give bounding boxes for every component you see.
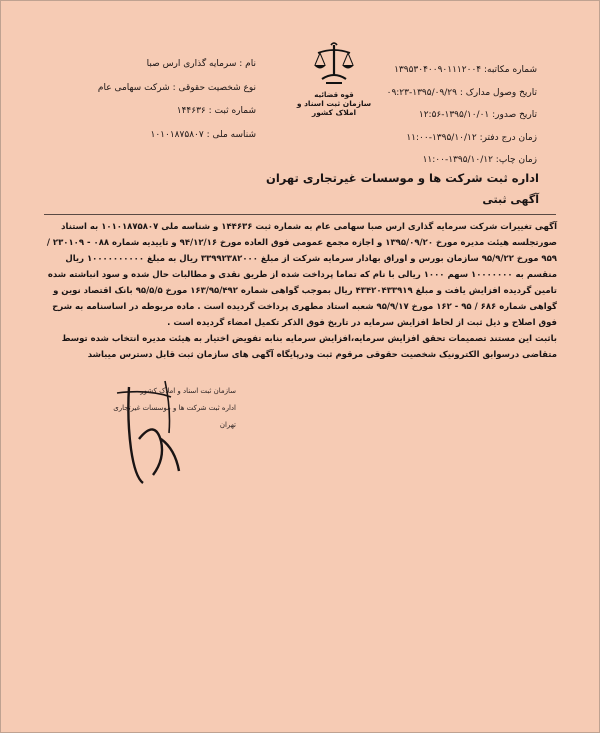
signature-org: سازمان ثبت اسناد و املاک کشور [140,387,236,395]
registration-number: شماره ثبت : ۱۴۴۶۳۶ [176,106,256,116]
signature-block [101,383,236,434]
issue-date: تاریخ صدور: ۱۳۹۵/۱۰/۰۱-۱۲:۵۶ [418,110,537,120]
legal-entity-type: نوع شخصیت حقوقی : شرکت سهامی عام [97,82,256,93]
judiciary-label: قوه قضائیه [314,91,354,99]
doc-received-date: تاریخ وصول مدارک : ۱۳۹۵/۰۹/۲۹-۰۹:۲۳ [386,87,537,98]
company-info [81,53,256,147]
company-name: نام : سرمایه گذاری ارس صبا [146,59,256,69]
notice-paragraph-closing: باثبت این مستند تصمیمات تحقق افزایش سرمایه،افزایش سرمایه بنابه تفویض اختیار به هیئت مدیره انتخاب شده توسط متقاضی درسوابق الکترونیک شخصیت حقوقی مرقوم ثبت ودرپایگاه آگهی های سازمان ثبت قابل دسترس میباشد [61,334,557,360]
signature-office: اداره ثبت شرکت ها و موسسات غیرتجاری تهران [113,404,236,429]
ad-type: آگهی ثبتی [482,193,539,206]
national-id: شناسه ملی : ۱۰۱۰۱۸۷۵۸۰۷ [150,129,256,140]
notice-paragraph-main: آگهی تغییرات شرکت سرمایه گذاری ارس صبا سهامی عام به شماره ثبت ۱۴۴۶۳۶ و شناسه ملی ۱۰۱۰۱۸۷۵۸۰۷ به استناد صورتجلسه هیئت مدیره مورخ ۱۳۹۵/۰۹/۲۰ و اجازه مجمع عمومی فوق العاده مورخ ۹۴/۱۲/۱۶ و تاییدیه شماره ۰۸۸ - ۲۳۰۱۰۹ / ۹۵۹ مورخ ۹۵/۹/۲۲ سازمان بورس و اوراق بهادار سرمایه شرکت از مبلغ ۳۳۹۹۲۳۸۲۰۰۰ ریال به مبلغ ۱۰۰۰۰۰۰۰۰۰۰ ریال منقسم به ۱۰۰۰۰۰۰۰ سهم ۱۰۰۰ ریالی با نام که تماما پرداخت شده از طریق نقدی و مطالبات حال شده و سود انباشته شده تامین گردیده افزایش یافت و مبلغ ۴۳۴۲۰۴۳۳۹۱۹ ریال بموجب گواهی شماره ۱۶۳/۹۵/۴۹۲ مورخ ۹۵/۵/۵ بانک اقتصاد نوین و گواهی شماره ۶۸۶ / ۹۵ - ۱۶۲ مورخ ۹۵/۹/۱۷ شعبه استاد مطهری پرداخت گردیده است . ماده مربوطه در اساسنامه به شرح فوق اصلاح و ذیل ثبت از لحاظ افزایش سرمایه در تاریخ فوق الذکر تکمیل امضاء گردیده است . [46,222,557,328]
judiciary-emblem [293,41,375,117]
scales-emblem-icon [312,41,356,87]
office-title: اداره ثبت شرکت ها و موسسات غیرتجاری تهران [266,171,539,185]
organization-label: سازمان ثبت اسناد و املاک کشور [296,99,372,117]
print-time: زمان چاپ: ۱۳۹۵/۱۰/۱۲-۱۱:۰۰ [422,155,537,165]
letter-number: شماره مکاتبه: ۱۳۹۵۳۰۴۰۰۹۰۱۱۱۲۰۰۴ [394,65,537,75]
notice-body [45,219,557,363]
registry-time: زمان درج دفتر: ۱۳۹۵/۱۰/۱۲-۱۱:۰۰ [406,132,537,143]
divider [44,214,556,215]
